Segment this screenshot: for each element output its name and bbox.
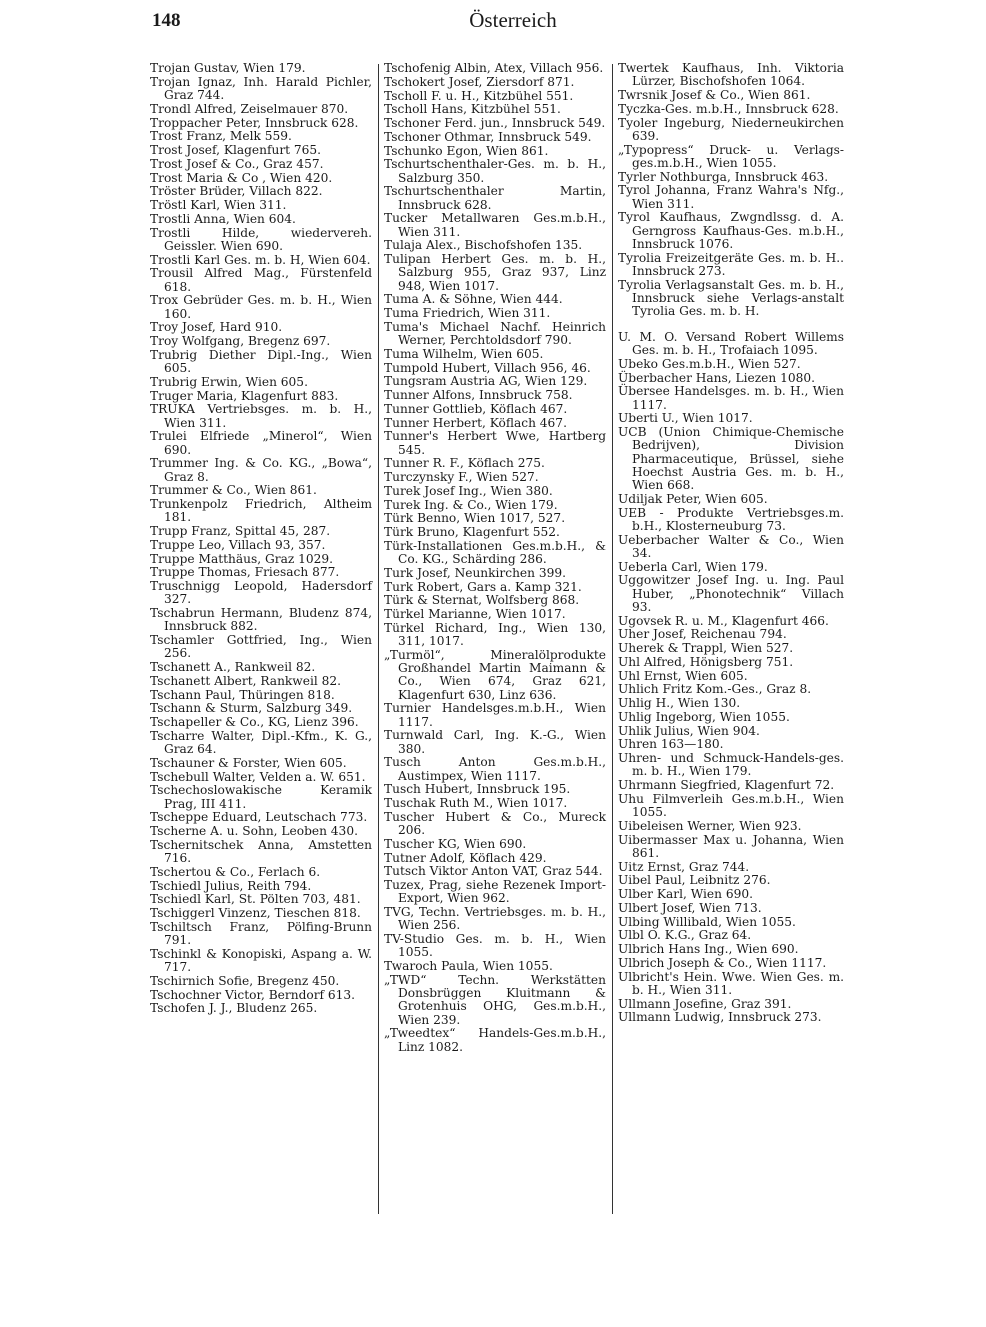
directory-entry: Ullmann Ludwig, Innsbruck 273. [618, 1010, 822, 1025]
directory-entry: Uhu Filmverleih Ges.m.b.H., Wien 1055. [618, 791, 844, 819]
directory-column-2 [384, 62, 606, 1054]
directory-entry: Truger Maria, Klagenfurt 883. [150, 388, 339, 403]
directory-entry: „Turmöl“, Mineralölprodukte Großhandel Martin Maimann & Co., Wien 674, Graz 621, Klagenfurt 630, Linz 636. [384, 647, 606, 702]
directory-entry: Turk Josef, Neunkirchen 399. [384, 565, 567, 580]
directory-entry: Ulbl O. K.G., Graz 64. [618, 928, 752, 943]
directory-entry: Tuma A. & Söhne, Wien 444. [384, 292, 563, 307]
directory-entry: Trostli Anna, Wien 604. [150, 211, 296, 226]
directory-entry: Tschurtschenthaler Martin, Innsbruck 628. [384, 184, 606, 212]
directory-entry: Tyrolia Freizeitgeräte Ges. m. b. H.. Innsbruck 273. [618, 250, 844, 278]
directory-entry: Tscharre Walter, Dipl.-Kfm., K. G., Graz 64. [150, 728, 372, 756]
directory-entry: Truppe Thomas, Friesach 877. [150, 565, 340, 580]
directory-entry: Trojan Ignaz, Inh. Harald Pichler, Graz 744. [150, 74, 372, 102]
directory-entry: Tscholl F. u. H., Kitzbühel 551. [384, 88, 574, 103]
directory-entry: Türk Benno, Wien 1017, 527. [384, 511, 566, 526]
directory-entry: Tuma Friedrich, Wien 311. [384, 306, 551, 320]
directory-entry: Tschoner Othmar, Innsbruck 549. [384, 129, 592, 144]
directory-entry: Tschinkl & Konopiski, Aspang a. W. 717. [150, 946, 372, 974]
directory-entry: Tröstl Karl, Wien 311. [150, 198, 287, 212]
directory-entry: Ulbrich Hans Ing., Wien 690. [618, 942, 799, 956]
directory-entry: Tunner R. F., Köflach 275. [384, 456, 545, 471]
directory-entry: Trunkenpolz Friedrich, Altheim 181. [150, 497, 372, 525]
directory-entry: Tschebull Walter, Velden a. W. 651. [150, 769, 366, 784]
directory-entry: Troy Wolfgang, Bregenz 697. [150, 334, 331, 348]
directory-entry: Tschunko Egon, Wien 861. [384, 143, 549, 158]
directory-entry: Türk & Sternat, Wolfsberg 868. [384, 593, 580, 608]
directory-entry: Trost Maria & Co , Wien 420. [150, 170, 333, 185]
directory-entry: Tscholl Hans, Kitzbühel 551. [384, 102, 561, 117]
directory-entry: Tschann Paul, Thüringen 818. [150, 687, 335, 702]
directory-entry: Tschanett A., Rankweil 82. [150, 660, 316, 674]
section-gap [618, 319, 844, 331]
directory-entry: Tunner Herbert, Köflach 467. [384, 415, 567, 430]
page-title: Österreich [469, 8, 557, 32]
directory-entry: UCB (Union Chimique-Chemische Bedrijven), Division Pharmaceutique, Brüssel, siehe Hoechst Austria Ges. m. b. H., Wien 668. [618, 425, 844, 492]
directory-entry: Ugovsek R. u. M., Klagenfurt 466. [618, 613, 829, 628]
directory-entry: Uhlig Ingeborg, Wien 1055. [618, 709, 790, 724]
directory-entry: Uher Josef, Reichenau 794. [618, 627, 787, 642]
directory-entry: Turnier Handelsges.m.b.H., Wien 1117. [384, 701, 606, 729]
directory-entry: Überbacher Hans, Liezen 1080. [618, 370, 815, 385]
directory-entry: Tschiggerl Vinzenz, Tieschen 818. [150, 906, 361, 920]
directory-column-1 [150, 62, 372, 1016]
directory-entry: Twrsnik Josef & Co., Wien 861. [618, 88, 811, 102]
directory-entry: Tumpold Hubert, Villach 956, 46. [384, 360, 591, 375]
directory-entry: Tulaja Alex., Bischofshofen 135. [384, 238, 583, 253]
directory-entry: Tschertou & Co., Ferlach 6. [150, 864, 321, 879]
directory-entry: Tyrler Nothburga, Innsbruck 463. [618, 169, 829, 184]
directory-entry: Truppe Matthäus, Graz 1029. [150, 551, 334, 566]
directory-entry: UEB - Produkte Vertriebsges.m. b.H., Klosterneuburg 73. [618, 505, 844, 533]
directory-entry: Tschamler Gottfried, Ing., Wien 256. [150, 633, 372, 661]
directory-entry: U. M. O. Versand Robert Willems Ges. m. b. H., Trofaiach 1095. [618, 329, 844, 357]
directory-entry: Tschiltsch Franz, Pölfing-Brunn 791. [150, 919, 372, 947]
directory-entry: Tschiedl Karl, St. Pölten 703, 481. [150, 892, 361, 907]
directory-entry: Tuscher KG, Wien 690. [384, 836, 527, 851]
directory-entry: Uitz Ernst, Graz 744. [618, 859, 750, 874]
directory-entry: Tscheppe Eduard, Leutschach 773. [150, 810, 368, 825]
directory-entry: Twertek Kaufhaus, Inh. Viktoria Lürzer, Bischofshofen 1064. [618, 61, 844, 89]
directory-entry: Tschirnich Sofie, Bregenz 450. [150, 973, 340, 988]
directory-entry: Tuzex, Prag, siehe Rezenek Import-Export, Wien 962. [384, 878, 606, 906]
directory-entry: Türk Bruno, Klagenfurt 552. [384, 525, 560, 539]
directory-entry: Turczynsky F., Wien 527. [384, 470, 539, 484]
directory-entry: Trubrig Erwin, Wien 605. [150, 374, 308, 389]
directory-entry: Trupp Franz, Spittal 45, 287. [150, 524, 331, 538]
directory-entry: „Tweedtex“ Handels-Ges.m.b.H., Linz 1082. [384, 1026, 606, 1054]
directory-entry: Trummer Ing. & Co. KG., „Bowa“, Graz 8. [150, 456, 372, 484]
directory-entry: Ulbricht's Hein. Wwe. Wien Ges. m. b. H., Wien 311. [618, 969, 844, 997]
directory-entry: Uggowitzer Josef Ing. u. Ing. Paul Huber, „Phonotechnik“ Villach 93. [618, 573, 844, 614]
directory-entry: Tusch Hubert, Innsbruck 195. [384, 782, 571, 797]
directory-entry: Uhrmann Siegfried, Klagenfurt 72. [618, 778, 835, 792]
directory-entry: Tuschak Ruth M., Wien 1017. [384, 796, 568, 810]
directory-entry: Tschurtschenthaler-Ges. m. b. H., Salzburg 350. [384, 157, 606, 185]
directory-entry: Türk-Installationen Ges.m.b.H., & Co. KG., Schärding 286. [384, 538, 606, 566]
directory-entry: Uibermasser Max u. Johanna, Wien 861. [618, 832, 844, 860]
directory-entry: Tröster Brüder, Villach 822. [150, 184, 323, 199]
directory-entry: Tyrolia Verlagsanstalt Ges. m. b. H., Innsbruck siehe Verlags-anstalt Tyrolia Ges. m. b. H. [618, 277, 844, 318]
directory-entry: Trulei Elfriede „Minerol“, Wien 690. [150, 429, 372, 457]
directory-entry: Uhren- und Schmuck-Handels-ges. m. b. H., Wien 179. [618, 751, 844, 779]
directory-entry: Troppacher Peter, Innsbruck 628. [150, 115, 359, 130]
directory-entry: Trost Josef, Klagenfurt 765. [150, 143, 322, 157]
directory-entry: Tschernitschek Anna, Amstetten 716. [150, 837, 372, 865]
directory-entry: Twaroch Paula, Wien 1055. [384, 959, 553, 973]
directory-column-3 [618, 62, 844, 1025]
directory-entry: Uibeleisen Werner, Wien 923. [618, 818, 802, 833]
directory-entry: Trondl Alfred, Zeiselmauer 870. [150, 101, 349, 116]
directory-entry: Uherek & Trappl, Wien 527. [618, 641, 794, 655]
directory-entry: Tschann & Sturm, Salzburg 349. [150, 701, 353, 716]
directory-entry: Turk Robert, Gars a. Kamp 321. [384, 579, 582, 594]
directory-entry: Tschauner & Forster, Wien 605. [150, 755, 347, 770]
directory-entry: Tschanett Albert, Rankweil 82. [150, 673, 342, 688]
directory-entry: Tschoner Ferd. jun., Innsbruck 549. [384, 116, 606, 130]
directory-entry: Tucker Metallwaren Ges.m.b.H., Wien 311. [384, 211, 606, 239]
page-number: 148 [152, 10, 181, 31]
directory-entry: Uhlig H., Wien 130. [618, 696, 741, 710]
directory-entry: Tschofen J. J., Bludenz 265. [150, 1001, 318, 1016]
directory-entry: Tutsch Viktor Anton VAT, Graz 544. [384, 864, 603, 879]
directory-entry: Tusch Anton Ges.m.b.H., Austimpex, Wien 1117. [384, 755, 606, 783]
directory-entry: Uhlik Julius, Wien 904. [618, 723, 760, 738]
directory-entry: Trost Josef & Co., Graz 457. [150, 156, 324, 171]
directory-entry: Tschokert Josef, Ziersdorf 871. [384, 74, 575, 89]
directory-entry: Ulbert Josef, Wien 713. [618, 900, 762, 915]
directory-entry: Ulbing Willibald, Wien 1055. [618, 914, 796, 929]
directory-entry: Türkel Marianne, Wien 1017. [384, 607, 566, 621]
directory-entry: Turnwald Carl, Ing. K.-G., Wien 380. [384, 728, 606, 756]
directory-entry: Tschiedl Julius, Reith 794. [150, 878, 312, 893]
directory-entry: Trummer & Co., Wien 861. [150, 483, 317, 498]
directory-entry: Trostli Karl Ges. m. b. H, Wien 604. [150, 252, 371, 267]
directory-entry: Uhren 163—180. [618, 737, 724, 752]
directory-entry: Tyczka-Ges. m.b.H., Innsbruck 628. [618, 101, 839, 116]
directory-entry: Tulipan Herbert Ges. m. b. H., Salzburg 955, Graz 937, Linz 948, Wien 1017. [384, 252, 606, 293]
directory-entry: Tunner's Herbert Wwe, Hartberg 545. [384, 429, 606, 457]
directory-entry: Trox Gebrüder Ges. m. b. H., Wien 160. [150, 293, 372, 321]
directory-entry: Trousil Alfred Mag., Fürstenfeld 618. [150, 266, 372, 294]
directory-entry: Tutner Adolf, Köflach 429. [384, 850, 547, 865]
directory-entry: Tuma Wilhelm, Wien 605. [384, 346, 544, 361]
directory-entry: Trojan Gustav, Wien 179. [150, 61, 306, 75]
directory-entry: Uberti U., Wien 1017. [618, 411, 753, 426]
directory-entry: Ulbrich Joseph & Co., Wien 1117. [618, 955, 827, 970]
directory-entry: „Typopress“ Druck- u. Verlags-ges.m.b.H., Wien 1055. [618, 142, 844, 170]
directory-entry: Übersee Handelsges. m. b. H., Wien 1117. [618, 384, 844, 412]
directory-entry: Truppe Leo, Villach 93, 357. [150, 537, 326, 552]
column-rule-right [612, 64, 613, 1214]
directory-entry: Tyrol Johanna, Franz Wahra's Nfg., Wien 311. [618, 183, 844, 211]
directory-entry: Tschapeller & Co., KG, Lienz 396. [150, 715, 359, 729]
directory-entry: Tscherne A. u. Sohn, Leoben 430. [150, 824, 358, 838]
directory-entry: Tschofenig Albin, Atex, Villach 956. [384, 61, 604, 75]
directory-entry: Tuma's Michael Nachf. Heinrich Werner, Perchtoldsdorf 790. [384, 319, 606, 347]
directory-entry: Tunner Gottlieb, Köflach 467. [384, 401, 568, 416]
directory-entry: Udiljak Peter, Wien 605. [618, 491, 768, 506]
directory-entry: Tunner Alfons, Innsbruck 758. [384, 388, 573, 402]
directory-entry: Ulber Karl, Wien 690. [618, 887, 754, 901]
directory-entry: Truschnigg Leopold, Hadersdorf 327. [150, 579, 372, 607]
column-rule-left [378, 64, 379, 1214]
directory-entry: Trostli Hilde, wiedervereh. Geissler. Wien 690. [150, 225, 372, 253]
directory-entry: TV-Studio Ges. m. b. H., Wien 1055. [384, 932, 606, 960]
directory-entry: Tschochner Victor, Berndorf 613. [150, 987, 356, 1002]
directory-entry: Trost Franz, Melk 559. [150, 129, 292, 144]
directory-entry: Uhlich Fritz Kom.-Ges., Graz 8. [618, 682, 812, 697]
directory-entry: Türkel Richard, Ing., Wien 130, 311, 1017. [384, 620, 606, 648]
directory-entry: Turek Ing. & Co., Wien 179. [384, 497, 558, 512]
directory-entry: Tschechoslowakische Keramik Prag, III 411. [150, 783, 372, 811]
directory-entry: TVG, Techn. Vertriebsges. m. b. H., Wien 256. [384, 905, 606, 933]
directory-entry: Uhl Alfred, Hönigsberg 751. [618, 654, 794, 669]
directory-entry: Tschabrun Hermann, Bludenz 874, Innsbruck 882. [150, 606, 372, 634]
directory-entry: Ueberla Carl, Wien 179. [618, 559, 768, 574]
directory-entry: Tyrol Kaufhaus, Zwgndlssg. d. A. Gerngross Kaufhaus-Ges. m.b.H., Innsbruck 1076. [618, 210, 844, 251]
directory-entry: Tuscher Hubert & Co., Mureck 206. [384, 809, 606, 837]
directory-entry: Trubrig Diether Dipl.-Ing., Wien 605. [150, 347, 372, 375]
directory-entry: Tyoler Ingeburg, Niederneukirchen 639. [618, 115, 844, 143]
directory-entry: Troy Josef, Hard 910. [150, 320, 283, 335]
directory-entry: „TWD“ Techn. Werkstätten Donsbrüggen Kluitmann & Grotenhuis OHG, Ges.m.b.H., Wien 239. [384, 972, 606, 1027]
directory-entry: Ullmann Josefine, Graz 391. [618, 996, 792, 1011]
directory-entry: Uhl Ernst, Wien 605. [618, 668, 748, 683]
directory-entry: TRUKA Vertriebsges. m. b. H., Wien 311. [150, 402, 372, 430]
directory-entry: Ubeko Ges.m.b.H., Wien 527. [618, 356, 801, 371]
directory-entry: Ueberbacher Walter & Co., Wien 34. [618, 532, 844, 560]
directory-entry: Tungsram Austria AG, Wien 129. [384, 374, 588, 389]
directory-entry: Uibel Paul, Leibnitz 276. [618, 873, 771, 888]
directory-entry: Turek Josef Ing., Wien 380. [384, 483, 553, 498]
